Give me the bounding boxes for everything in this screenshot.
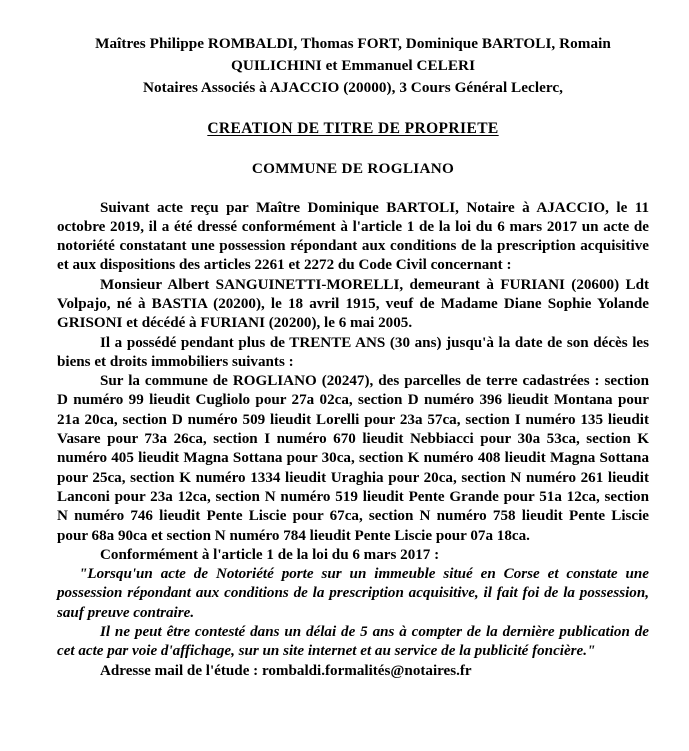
letterhead-line-2: QUILICHINI et Emmanuel CELERI (230, 56, 476, 74)
letterhead (57, 33, 649, 99)
document-title (57, 120, 649, 138)
document-title-text: CREATION DE TITRE DE PROPRIETE (207, 119, 499, 137)
footer-mail-line: Adresse mail de l'étude : rombaldi.formalités@notaires.fr (100, 662, 472, 679)
document-content (57, 0, 649, 681)
quote-part-1: "Lorsqu'un acte de Notoriété porte sur un immeuble situé en Corse et constate une possession répondant aux conditions de la prescription acquisitive, il fait foi de la possession, sauf preuve contraire. (57, 566, 649, 621)
letterhead-line-3: Notaires Associés à AJACCIO (20000), 3 Cours Général Leclerc, (142, 79, 564, 96)
paragraph-acte: Suivant acte reçu par Maître Dominique BARTOLI, Notaire à AJACCIO, le 11 octobre 2019, il a été dressé conformément à l'article 1 de la loi du 6 mars 2017 un acte de notoriété constatant une possession répondant aux conditions de la prescription acquisitive et aux dispositions des articles 2261 et 2272 du Code Civil concernant : (57, 199, 649, 274)
paragraph-possession: Il a possédé pendant plus de TRENTE ANS (30 ans) jusqu'à la date de son décès les biens et droits immobiliers suivants : (57, 334, 649, 370)
quote-part-2: Il ne peut être contesté dans un délai de 5 ans à compter de la dernière publication de cet acte par voie d'affichage, sur un site internet et au service de la publicité foncière." (57, 624, 649, 660)
paragraph-conformement: Conformément à l'article 1 de la loi du 6 mars 2017 : (100, 546, 440, 563)
paragraph-parcelles: Sur la commune de ROGLIANO (20247), des parcelles de terre cadastrées : section D numéro 99 lieudit Cugliolo pour 27a 02ca, section D numéro 396 lieudit Montana pour 21a 20ca, section D numéro 509 lieudit Lorelli pour 23a 57ca, section I numéro 135 lieudit Vasare pour 73a 26ca, section I numéro 670 lieudit Nebbiacci pour 30a 53ca, section K numéro 405 lieudit Magna Sottana pour 30ca, section K numéro 408 lieudit Magna Sottana pour 25ca, section K numéro 1334 lieudit Uraghia pour 20ca, section N numéro 261 lieudit Lanconi pour 23a 12ca, section N numéro 519 lieudit Pente Grande pour 51a 12ca, section N numéro 746 lieudit Pente Liscie pour 67ca, section N numéro 758 lieudit Pente Liscie pour 68a 90ca et section N numéro 784 lieudit Pente Liscie pour 07a 18ca. (57, 373, 649, 544)
letterhead-line-1: Maîtres Philippe ROMBALDI, Thomas FORT, Dominique BARTOLI, Romain (95, 35, 611, 52)
document-subtitle: COMMUNE DE ROGLIANO (251, 159, 455, 177)
paragraph-personne: Monsieur Albert SANGUINETTI-MORELLI, demeurant à FURIANI (20600) Ldt Volpajo, né à BASTIA (20200), le 18 avril 1915, veuf de Madame Diane Sophie Yolande GRISONI et décédé à FURIANI (20200), le 6 mai 2005. (57, 276, 649, 332)
